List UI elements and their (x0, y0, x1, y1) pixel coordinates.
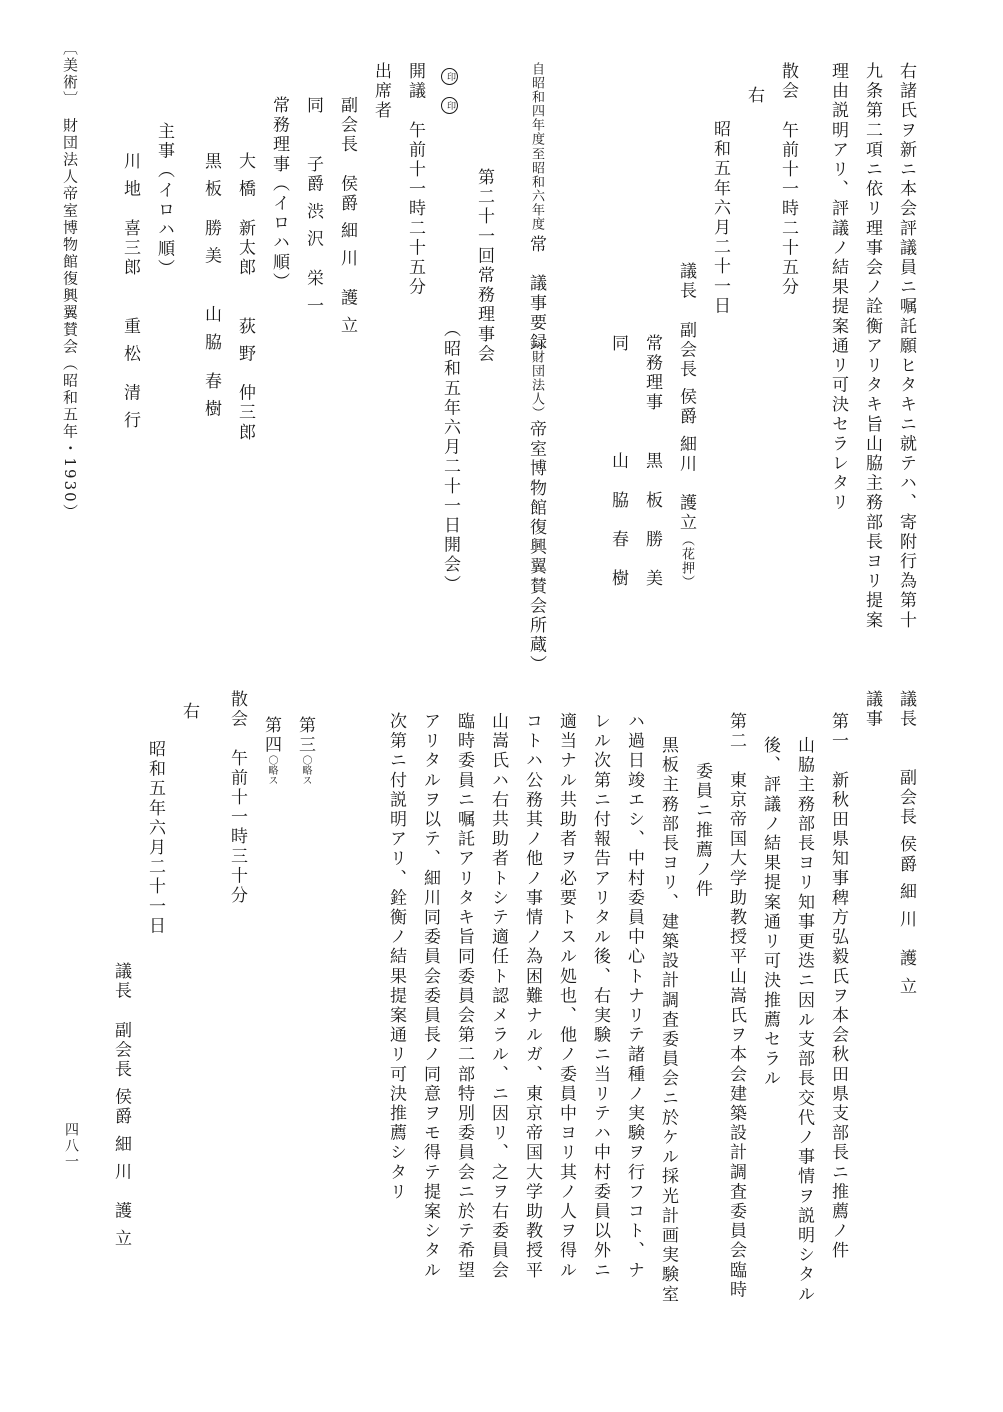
directors-row-1: 大 橋 新太郎 荻 野 仲三郎 (235, 152, 255, 443)
director-yamawaki: 同 山 脇 春 樹 (608, 334, 628, 589)
agenda-item-2-line-1: 黒板主務部長ヨリ、建築設計調査委員会ニ於ケル採光計画実験室 (658, 736, 678, 1305)
period-from: 自昭和四年度 (529, 62, 544, 146)
directors-heading: 常務理事（イロハ順） (269, 96, 289, 292)
right-mark-1: 右 (744, 86, 764, 106)
agenda-item-2-title: 第二 東京帝国大学助教授平山嵩氏ヲ本会建築設計調査委員会臨時 (726, 712, 746, 1300)
period-to: 至昭和六年度 (529, 147, 544, 231)
chairman-signature-1 (677, 262, 694, 589)
directors-row-2: 黒 板 勝 美 山 脇 春 樹 (201, 152, 221, 420)
agenda-item-2-line-9: 次第ニ付説明アリ、銓衡ノ結果提案通リ可決推薦シタリ (386, 712, 406, 1202)
agenda-heading: 議事 (862, 690, 882, 730)
chairman-name: 議長 副会長 侯爵 細川 護立 (676, 262, 696, 533)
agenda-item-2-line-7: 臨時委員ニ嘱託アリタキ旨同委員会第二部特別委員会ニ於テ希望 (454, 712, 474, 1281)
agenda-item-2-line-3: レル次第ニ付報告アリタル後、右実験ニ当リテハ中村委員以外ニ (590, 712, 610, 1281)
agenda-item-1-line-1: 山脇主務部長ヨリ知事更迭ニ因ル支部長交代ノ事情ヲ説明シタル (794, 736, 814, 1305)
foundation-prefix: （財団法人） (529, 336, 544, 420)
running-header: 〔美術〕 財団法人帝室博物館復興翼賛会（昭和五年・1930） (61, 40, 79, 521)
top-line-3: 理由説明アリ、評議ノ結果提案通リ可決セラレタリ (828, 62, 848, 513)
seal-stamp-1: 印 (441, 68, 458, 85)
record-title-text: 常 議事要録 (526, 235, 546, 353)
agenda-item-4-omitted: 〇略ス (266, 755, 277, 786)
attendees-heading: 出席者 (371, 62, 391, 121)
right-mark-2: 右 (179, 702, 199, 722)
secretaries-heading: 主事（イロハ順） (154, 122, 174, 279)
date-line-2: 昭和五年六月二十一日 (145, 740, 165, 936)
adjourn-time-2: 散会 午前十一時三十分 (227, 690, 247, 906)
meeting-date: （昭和五年六月二十一日開会） (440, 320, 460, 595)
date-line-1: 昭和五年六月二十一日 (710, 120, 730, 316)
agenda-item-2-line-6: 山嵩氏ハ右共助者トシテ適任ト認メラル、ニ因リ、之ヲ右委員会 (488, 712, 508, 1281)
attendee-hosokawa: 副会長 侯爵 細 川 護 立 (337, 96, 357, 336)
opening-time: 開議 午前十一時二十五分 (405, 62, 425, 298)
adjourn-time-1: 散会 午前十一時二十五分 (778, 62, 798, 298)
chairman-signature-2: 議長 副会長 侯爵 細 川 護 立 (111, 962, 131, 1249)
agenda-item-4 (262, 716, 279, 785)
secretaries-row: 川 地 喜三郎 重 松 清 行 (120, 152, 140, 431)
director-kuroita: 常務理事 黒 板 勝 美 (642, 334, 662, 589)
collection-owner: 帝室博物館復興翼賛会所蔵） (526, 420, 546, 675)
agenda-item-1-line-2: 後、評議ノ結果提案通リ可決推薦セラル (760, 736, 780, 1089)
record-title (527, 62, 544, 353)
page-number: 四八一 (63, 1122, 79, 1170)
agenda-item-2-line-8: アリタルヲ以テ、細川同委員会委員長ノ同意ヲモ得テ提案シタル (420, 712, 440, 1281)
agenda-item-2-title-cont: 委員ニ推薦ノ件 (692, 762, 712, 900)
agenda-item-2-line-5: コトハ公務其ノ他ノ事情ノ為困難ナルガ、東京帝国大学助教授平 (522, 712, 542, 1281)
agenda-item-3 (296, 716, 313, 785)
kao-mark: （花押） (679, 532, 694, 589)
agenda-item-1-title: 第一 新秋田県知事稗方弘毅氏ヲ本会秋田県支部長ニ推薦ノ件 (828, 712, 848, 1261)
agenda-item-4-label: 第四 (261, 716, 281, 756)
agenda-item-2-line-4: 適当ナル共助者ヲ必要トスル処也、他ノ委員中ヨリ其ノ人ヲ得ル (556, 712, 576, 1281)
period-range (530, 62, 543, 231)
agenda-item-3-omitted: 〇略ス (300, 755, 311, 786)
meeting-title: 第二十一回常務理事会 (474, 168, 494, 364)
chairman-heading: 議長 副会長 侯爵 細 川 護 立 (896, 690, 916, 997)
seal-marks (441, 66, 458, 116)
collection-note (527, 336, 544, 675)
attendee-shibusawa: 同 子爵 渋 沢 栄 一 (303, 96, 323, 317)
agenda-item-2-line-2: ハ過日竣エシ、中村委員中心トナリテ諸種ノ実験ヲ行フコト、ナ (624, 712, 644, 1281)
top-line-1: 右諸氏ヲ新ニ本会評議員ニ嘱託願ヒタキニ就テハ、寄附行為第十 (896, 62, 916, 631)
top-line-2: 九条第二項ニ依リ理事会ノ詮衡アリタキ旨山脇主務部長ヨリ提案 (862, 62, 882, 631)
seal-stamp-2: 印 (441, 97, 458, 114)
agenda-item-3-label: 第三 (295, 716, 315, 756)
